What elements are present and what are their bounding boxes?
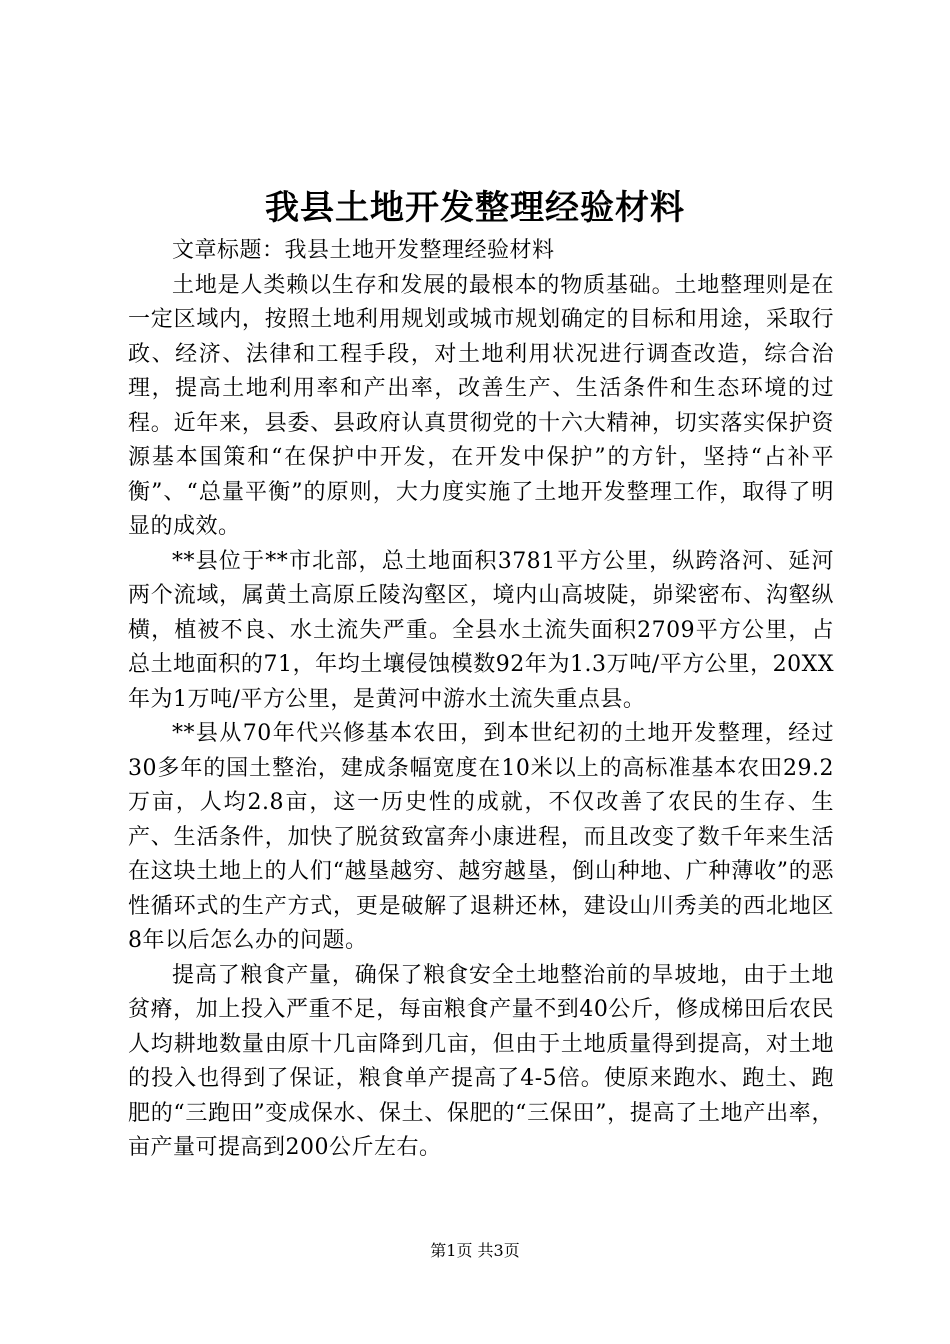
paragraph-grain-yield: 提高了粮食产量，确保了粮食安全土地整治前的旱坡地，由于土地贫瘠，加上投入严重不足，每亩粮食产量不到40公斤，修成梯田后农民人均耕地数量由原十几亩降到几亩，但由于土地质量得到提高，对土地的投入也得到了保证，粮食单产提高了4-5倍。使原来跑水、跑土、跑肥的“三跑田”变成保水、保土、保肥的“三保田”，提高了土地产出率，亩产量可提高到200公斤左右。 bbox=[128, 962, 834, 1160]
document-body bbox=[128, 234, 834, 1166]
paragraph-farmland-history: **县从70年代兴修基本农田，到本世纪初的土地开发整理，经过30多年的国土整治，建成条幅宽度在10米以上的高标准基本农田29.2万亩，人均2.8亩，这一历史性的成就，不仅改善了农民的生存、生产、生活条件，加快了脱贫致富奔小康进程，而且改变了数千年来生活在这块土地上的人们“越垦越穷、越穷越垦，倒山种地、广种薄收”的恶性循环式的生产方式，更是破解了退耕还林，建设山川秀美的西北地区8年以后怎么办的问题。 bbox=[128, 721, 834, 953]
page-footer: 第1页 共3页 bbox=[430, 1241, 520, 1260]
document-title: 我县土地开发整理经验材料 bbox=[265, 188, 685, 228]
paragraph-county-overview: **县位于**市北部，总土地面积3781平方公里，纵跨洛河、延河两个流域，属黄土高原丘陵沟壑区，境内山高坡陡，峁梁密布、沟壑纵横，植被不良、水土流失严重。全县水土流失面积2709平方公里，占总土地面积的71，年均土壤侵蚀模数92年为1.3万吨/平方公里，20XX年为1万吨/平方公里，是黄河中游水土流失重点县。 bbox=[128, 548, 834, 712]
article-title-line: 文章标题：我县土地开发整理经验材料 bbox=[172, 238, 555, 263]
paragraph-intro: 土地是人类赖以生存和发展的最根本的物质基础。土地整理则是在一定区域内，按照土地利用规划或城市规划确定的目标和用途，采取行政、经济、法律和工程手段，对土地利用状况进行调查改造，综合治理，提高土地利用率和产出率，改善生产、生活条件和生态环境的过程。近年来，县委、县政府认真贯彻党的十六大精神，切实落实保护资源基本国策和“在保护中开发，在开发中保护”的方针，坚持“占补平衡”、“总量平衡”的原则，大力度实施了土地开发整理工作，取得了明显的成效。 bbox=[128, 272, 834, 539]
